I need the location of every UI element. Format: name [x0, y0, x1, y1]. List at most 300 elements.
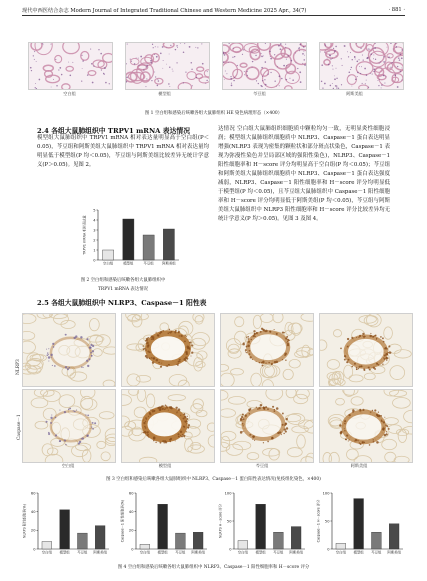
stained-cell: [287, 341, 288, 342]
y-tick-label: 40: [128, 509, 134, 514]
cell-nucleus: [184, 43, 185, 44]
stained-cell: [248, 409, 250, 411]
stained-cell: [374, 409, 376, 411]
y-tick-label: 40: [30, 509, 36, 514]
bar-0: [42, 542, 52, 549]
cell-nucleus: [330, 55, 331, 56]
cell-nucleus: [285, 47, 286, 48]
stained-cell: [285, 431, 287, 433]
cell-nucleus: [291, 60, 293, 62]
cell-nucleus: [261, 56, 263, 58]
cell-nucleus: [155, 46, 156, 47]
stained-cell: [259, 362, 260, 363]
cell-nucleus: [169, 67, 170, 68]
cell-nucleus: [332, 69, 333, 70]
cell-nucleus: [359, 66, 360, 67]
x-tick-label: 模型组: [157, 550, 168, 555]
stained-cell: [67, 368, 69, 370]
stained-cell: [250, 434, 251, 435]
cell-nucleus: [298, 48, 300, 50]
stained-cell: [253, 330, 255, 332]
stained-cell: [53, 346, 55, 348]
figure-2-chart: [82, 206, 182, 268]
stained-cell: [81, 366, 82, 367]
stained-cell: [186, 336, 187, 337]
stained-cell: [362, 335, 363, 336]
cell-nucleus: [243, 49, 244, 50]
cell-nucleus: [202, 63, 204, 65]
stained-cell: [148, 436, 149, 437]
cell-nucleus: [247, 75, 248, 76]
ihc-stain-image: [220, 313, 314, 387]
cell-nucleus: [145, 86, 146, 87]
stained-cell: [150, 409, 152, 411]
cell-nucleus: [223, 62, 224, 63]
stained-cell: [242, 414, 244, 416]
stained-cell: [388, 428, 390, 430]
y-axis-label: NLRP3 阳性细胞率(%): [22, 504, 27, 538]
cell-nucleus: [170, 45, 171, 46]
stained-cell: [281, 434, 282, 435]
fig1-label-1: 模型组: [158, 91, 171, 96]
stained-cell: [360, 365, 362, 367]
stained-cell: [372, 410, 373, 411]
cell-nucleus: [207, 71, 208, 72]
stained-cell: [244, 419, 245, 420]
cell-nucleus: [100, 53, 102, 55]
cell-nucleus: [82, 60, 84, 62]
stained-cell: [166, 365, 168, 367]
stained-cell: [184, 416, 186, 418]
stained-cell: [160, 331, 162, 333]
stained-cell: [247, 338, 249, 340]
cell-nucleus: [270, 72, 271, 73]
stained-cell: [360, 411, 361, 412]
y-axis-label: NLRP3 H－score 评分: [218, 503, 223, 539]
cell-nucleus: [356, 61, 358, 63]
figure-1-images: [28, 42, 399, 88]
stained-cell: [146, 342, 149, 345]
stained-cell: [359, 366, 361, 368]
cell-nucleus: [244, 74, 245, 75]
stained-cell: [373, 441, 375, 443]
stained-cell: [272, 406, 274, 408]
stained-cell: [241, 416, 243, 418]
cell-nucleus: [387, 47, 388, 48]
cell-nucleus: [285, 44, 286, 45]
stained-cell: [81, 438, 82, 439]
cell-nucleus: [324, 83, 326, 85]
stained-cell: [153, 436, 156, 439]
cell-nucleus: [320, 51, 321, 52]
stained-cell: [153, 440, 155, 442]
stained-cell: [346, 434, 348, 436]
stained-cell: [251, 339, 252, 340]
y-tick-label: 0: [93, 258, 96, 263]
cell-nucleus: [53, 79, 54, 80]
cell-nucleus: [400, 71, 401, 72]
bar-2: [371, 532, 381, 549]
cell-nucleus: [270, 58, 272, 60]
cell-nucleus: [350, 52, 351, 53]
cell-nucleus: [332, 83, 333, 84]
stained-cell: [73, 337, 75, 339]
bar-1: [123, 219, 134, 260]
y-tick-label: 60: [30, 491, 36, 496]
stained-cell: [283, 433, 284, 434]
cell-nucleus: [195, 47, 196, 48]
cell-nucleus: [169, 54, 170, 55]
cell-nucleus: [393, 48, 394, 49]
cell-nucleus: [183, 82, 184, 83]
cell-nucleus: [362, 54, 363, 55]
x-tick-label: 芩豆组: [143, 261, 154, 266]
figure-4-caption: 图 4 空白组和感染后咳嗽各组大鼠肺组织中 NLRP3、Caspase－1 阳性细胞率和 H－score 评分: [117, 565, 310, 570]
ihc-stain-image: [22, 389, 116, 463]
cell-nucleus: [270, 56, 271, 57]
stained-cell: [178, 436, 180, 438]
stained-cell: [389, 351, 392, 354]
stained-cell: [164, 409, 166, 411]
header-rule: [22, 15, 405, 16]
stained-cell: [268, 362, 269, 363]
stained-cell: [362, 333, 364, 335]
y-tick-label: 5: [93, 208, 96, 213]
cell-nucleus: [261, 67, 262, 68]
cell-nucleus: [234, 77, 235, 78]
cell-nucleus: [350, 69, 351, 70]
stained-cell: [243, 425, 244, 426]
cell-nucleus: [244, 71, 245, 72]
figure-4-chart-4: [316, 489, 406, 557]
stained-cell: [148, 344, 150, 346]
stained-cell: [386, 357, 388, 359]
cell-nucleus: [163, 60, 164, 61]
stained-cell: [65, 334, 67, 336]
cell-nucleus: [166, 64, 167, 65]
cell-nucleus: [401, 79, 402, 80]
stained-cell: [65, 366, 67, 368]
cell-nucleus: [105, 82, 107, 84]
stained-cell: [177, 433, 179, 435]
figure-1-caption: 图 1 空白组和感染后咳嗽各组大鼠肺组织 HE 染色病理形态（×400）: [144, 111, 283, 116]
stained-cell: [246, 352, 247, 353]
stained-cell: [344, 355, 346, 357]
stained-cell: [178, 408, 181, 411]
stained-cell: [284, 332, 285, 333]
ihc-stain-image: [22, 313, 116, 387]
cell-nucleus: [342, 65, 343, 66]
cell-nucleus: [286, 65, 287, 66]
cell-nucleus: [274, 81, 275, 82]
stained-cell: [286, 336, 288, 338]
stained-cell: [287, 339, 289, 341]
stained-cell: [263, 329, 265, 331]
cell-nucleus: [130, 59, 131, 60]
bar-2: [77, 533, 87, 549]
bar-0: [238, 541, 248, 549]
cell-nucleus: [162, 68, 163, 69]
stained-cell: [344, 430, 345, 431]
stained-cell: [152, 409, 154, 411]
stained-cell: [186, 420, 188, 422]
cell-nucleus: [265, 84, 267, 86]
stained-cell: [91, 427, 92, 428]
stained-cell: [247, 345, 250, 348]
stained-cell: [276, 407, 279, 410]
cell-nucleus: [363, 59, 364, 60]
section-2-5-title: 2.5 各组大鼠肺组织中 NLRP3、Caspase－1 阳性表: [37, 299, 207, 307]
cell-nucleus: [336, 87, 337, 88]
stained-cell: [347, 346, 349, 348]
cell-nucleus: [59, 67, 61, 69]
stained-cell: [370, 333, 371, 334]
x-tick-label: 模型组: [353, 550, 364, 555]
y-tick-label: 4: [93, 218, 96, 223]
stained-cell: [376, 339, 377, 340]
bronchiole-ring: [51, 338, 91, 368]
stained-cell: [64, 439, 66, 441]
stained-cell: [374, 368, 376, 370]
cell-nucleus: [369, 49, 370, 50]
stained-cell: [284, 428, 286, 430]
cell-nucleus: [143, 69, 144, 70]
stained-cell: [363, 368, 365, 370]
cell-nucleus: [138, 65, 139, 66]
stained-cell: [87, 435, 89, 437]
stained-cell: [147, 434, 149, 436]
cell-nucleus: [341, 58, 342, 59]
cell-nucleus: [286, 79, 287, 80]
stained-cell: [282, 359, 283, 360]
stained-cell: [50, 354, 52, 356]
stained-cell: [65, 444, 66, 445]
stained-cell: [186, 418, 188, 420]
cell-nucleus: [381, 84, 382, 85]
cell-nucleus: [286, 59, 287, 60]
stained-cell: [87, 414, 89, 416]
cell-nucleus: [356, 43, 357, 44]
x-tick-label: 阿斯美组: [387, 550, 401, 555]
stained-cell: [157, 334, 159, 336]
x-tick-label: 芩豆组: [77, 550, 88, 555]
stained-cell: [167, 332, 168, 333]
cell-nucleus: [370, 53, 372, 55]
stained-cell: [144, 431, 147, 434]
stained-cell: [155, 442, 156, 443]
stained-cell: [73, 410, 74, 411]
stained-cell: [160, 407, 161, 408]
stained-cell: [249, 413, 250, 414]
cell-nucleus: [233, 48, 234, 49]
stained-cell: [89, 346, 91, 348]
cell-nucleus: [276, 86, 277, 87]
stained-cell: [344, 428, 345, 429]
cell-nucleus: [355, 59, 356, 60]
stained-cell: [151, 336, 153, 338]
cell-nucleus: [286, 72, 287, 73]
cell-nucleus: [225, 52, 226, 53]
stained-cell: [270, 331, 271, 332]
bar-1: [256, 504, 266, 549]
stained-cell: [55, 417, 57, 419]
cell-nucleus: [379, 79, 380, 80]
stained-cell: [242, 431, 243, 432]
cell-nucleus: [327, 58, 328, 59]
stained-cell: [169, 332, 170, 333]
stained-cell: [178, 361, 180, 363]
stained-cell: [69, 408, 71, 410]
stained-cell: [349, 439, 350, 440]
stained-cell: [47, 352, 48, 353]
cell-nucleus: [185, 72, 186, 73]
stained-cell: [376, 414, 378, 416]
cell-nucleus: [126, 77, 128, 79]
stained-cell: [284, 352, 287, 355]
stained-cell: [378, 415, 381, 418]
fig3-row-label-caspase: Caspase－1: [17, 414, 22, 440]
stained-cell: [160, 366, 162, 368]
stained-cell: [153, 358, 155, 360]
stained-cell: [48, 354, 49, 355]
stained-cell: [143, 345, 144, 346]
stained-cell: [362, 409, 364, 411]
stained-cell: [143, 422, 145, 424]
cell-nucleus: [377, 80, 378, 81]
cell-nucleus: [341, 84, 342, 85]
cell-nucleus: [304, 55, 305, 56]
stained-cell: [55, 434, 57, 436]
cell-nucleus: [368, 48, 369, 49]
stained-cell: [182, 436, 183, 437]
y-tick-label: 3: [93, 228, 96, 233]
stained-cell: [263, 442, 264, 443]
cell-nucleus: [160, 53, 162, 55]
stained-cell: [184, 341, 186, 343]
figure-4-chart-1: [22, 489, 112, 557]
stained-cell: [364, 442, 365, 443]
stained-cell: [274, 409, 275, 410]
cell-nucleus: [332, 65, 333, 66]
cell-nucleus: [35, 87, 36, 88]
stained-cell: [48, 360, 49, 361]
cell-nucleus: [169, 86, 170, 87]
stained-cell: [344, 423, 345, 424]
stained-cell: [277, 432, 279, 434]
cell-nucleus: [296, 62, 297, 63]
figure-3-caption: 图 3 空白组和感染后咳嗽各组大鼠肺组织中 NLRP3、Caspase－1 蛋白阳性表达情况(免疫组化染色，×400): [106, 477, 321, 482]
stained-cell: [50, 417, 52, 419]
cell-nucleus: [374, 47, 376, 49]
journal-title: 现代中西医结合杂志 Modern Journal of Integrated Traditional Chinese and Western Medicine 2025 Apr., 34(7): [22, 8, 307, 14]
y-tick-label: 0: [229, 547, 232, 552]
cell-nucleus: [277, 66, 278, 67]
stained-cell: [45, 421, 47, 423]
cell-nucleus: [303, 46, 305, 48]
stained-cell: [255, 336, 256, 337]
y-tick-label: 20: [128, 528, 134, 533]
cell-nucleus: [157, 79, 158, 80]
stained-cell: [378, 412, 379, 413]
bar-1: [60, 510, 70, 549]
cell-nucleus: [335, 46, 337, 48]
stained-cell: [83, 367, 84, 368]
y-tick-label: 100: [224, 491, 232, 496]
stained-cell: [166, 407, 168, 409]
stained-cell: [156, 359, 159, 362]
cell-nucleus: [383, 61, 385, 63]
bar-3: [389, 524, 399, 549]
stained-cell: [346, 361, 348, 363]
stained-cell: [169, 439, 171, 441]
page-number: · 881 ·: [388, 7, 405, 13]
x-tick-label: 空白组: [139, 550, 150, 555]
cell-nucleus: [401, 57, 403, 59]
cell-nucleus: [81, 81, 82, 82]
bar-3: [95, 526, 105, 549]
x-tick-label: 模型组: [59, 550, 70, 555]
cell-nucleus: [93, 65, 94, 66]
stained-cell: [146, 338, 148, 340]
cell-nucleus: [262, 76, 263, 77]
stained-cell: [252, 359, 253, 360]
cell-nucleus: [151, 62, 152, 63]
he-stain-image: [222, 42, 307, 90]
stained-cell: [347, 359, 349, 361]
stained-cell: [254, 333, 256, 335]
stained-cell: [166, 405, 167, 406]
bar-3: [291, 527, 301, 549]
stained-cell: [187, 416, 188, 417]
stained-cell: [184, 335, 185, 336]
stained-cell: [383, 421, 385, 423]
cell-nucleus: [394, 74, 396, 76]
cell-nucleus: [147, 64, 148, 65]
x-tick-label: 空白组: [237, 550, 248, 555]
cell-nucleus: [401, 68, 402, 69]
stained-cell: [68, 409, 69, 410]
cell-nucleus: [150, 60, 152, 62]
cell-nucleus: [205, 83, 206, 84]
cell-nucleus: [299, 50, 300, 51]
stained-cell: [82, 437, 84, 439]
stained-cell: [356, 369, 357, 370]
cell-nucleus: [281, 78, 283, 80]
cell-nucleus: [338, 88, 339, 89]
cell-nucleus: [366, 74, 368, 76]
cell-nucleus: [91, 63, 93, 65]
stained-cell: [376, 441, 379, 444]
stained-cell: [168, 410, 169, 411]
stained-cell: [356, 367, 358, 369]
stained-cell: [287, 344, 289, 346]
stained-cell: [386, 348, 388, 350]
stained-cell: [178, 332, 179, 333]
cell-nucleus: [234, 56, 235, 57]
cell-nucleus: [304, 64, 306, 66]
bar-1: [158, 504, 168, 549]
stained-cell: [267, 441, 269, 443]
stained-cell: [276, 333, 278, 335]
stained-cell: [381, 420, 383, 422]
cell-nucleus: [251, 51, 252, 52]
stained-cell: [175, 440, 176, 441]
cell-nucleus: [364, 68, 366, 70]
stained-cell: [368, 367, 370, 369]
cell-nucleus: [300, 44, 302, 46]
stained-cell: [265, 362, 266, 363]
cell-nucleus: [336, 78, 337, 79]
